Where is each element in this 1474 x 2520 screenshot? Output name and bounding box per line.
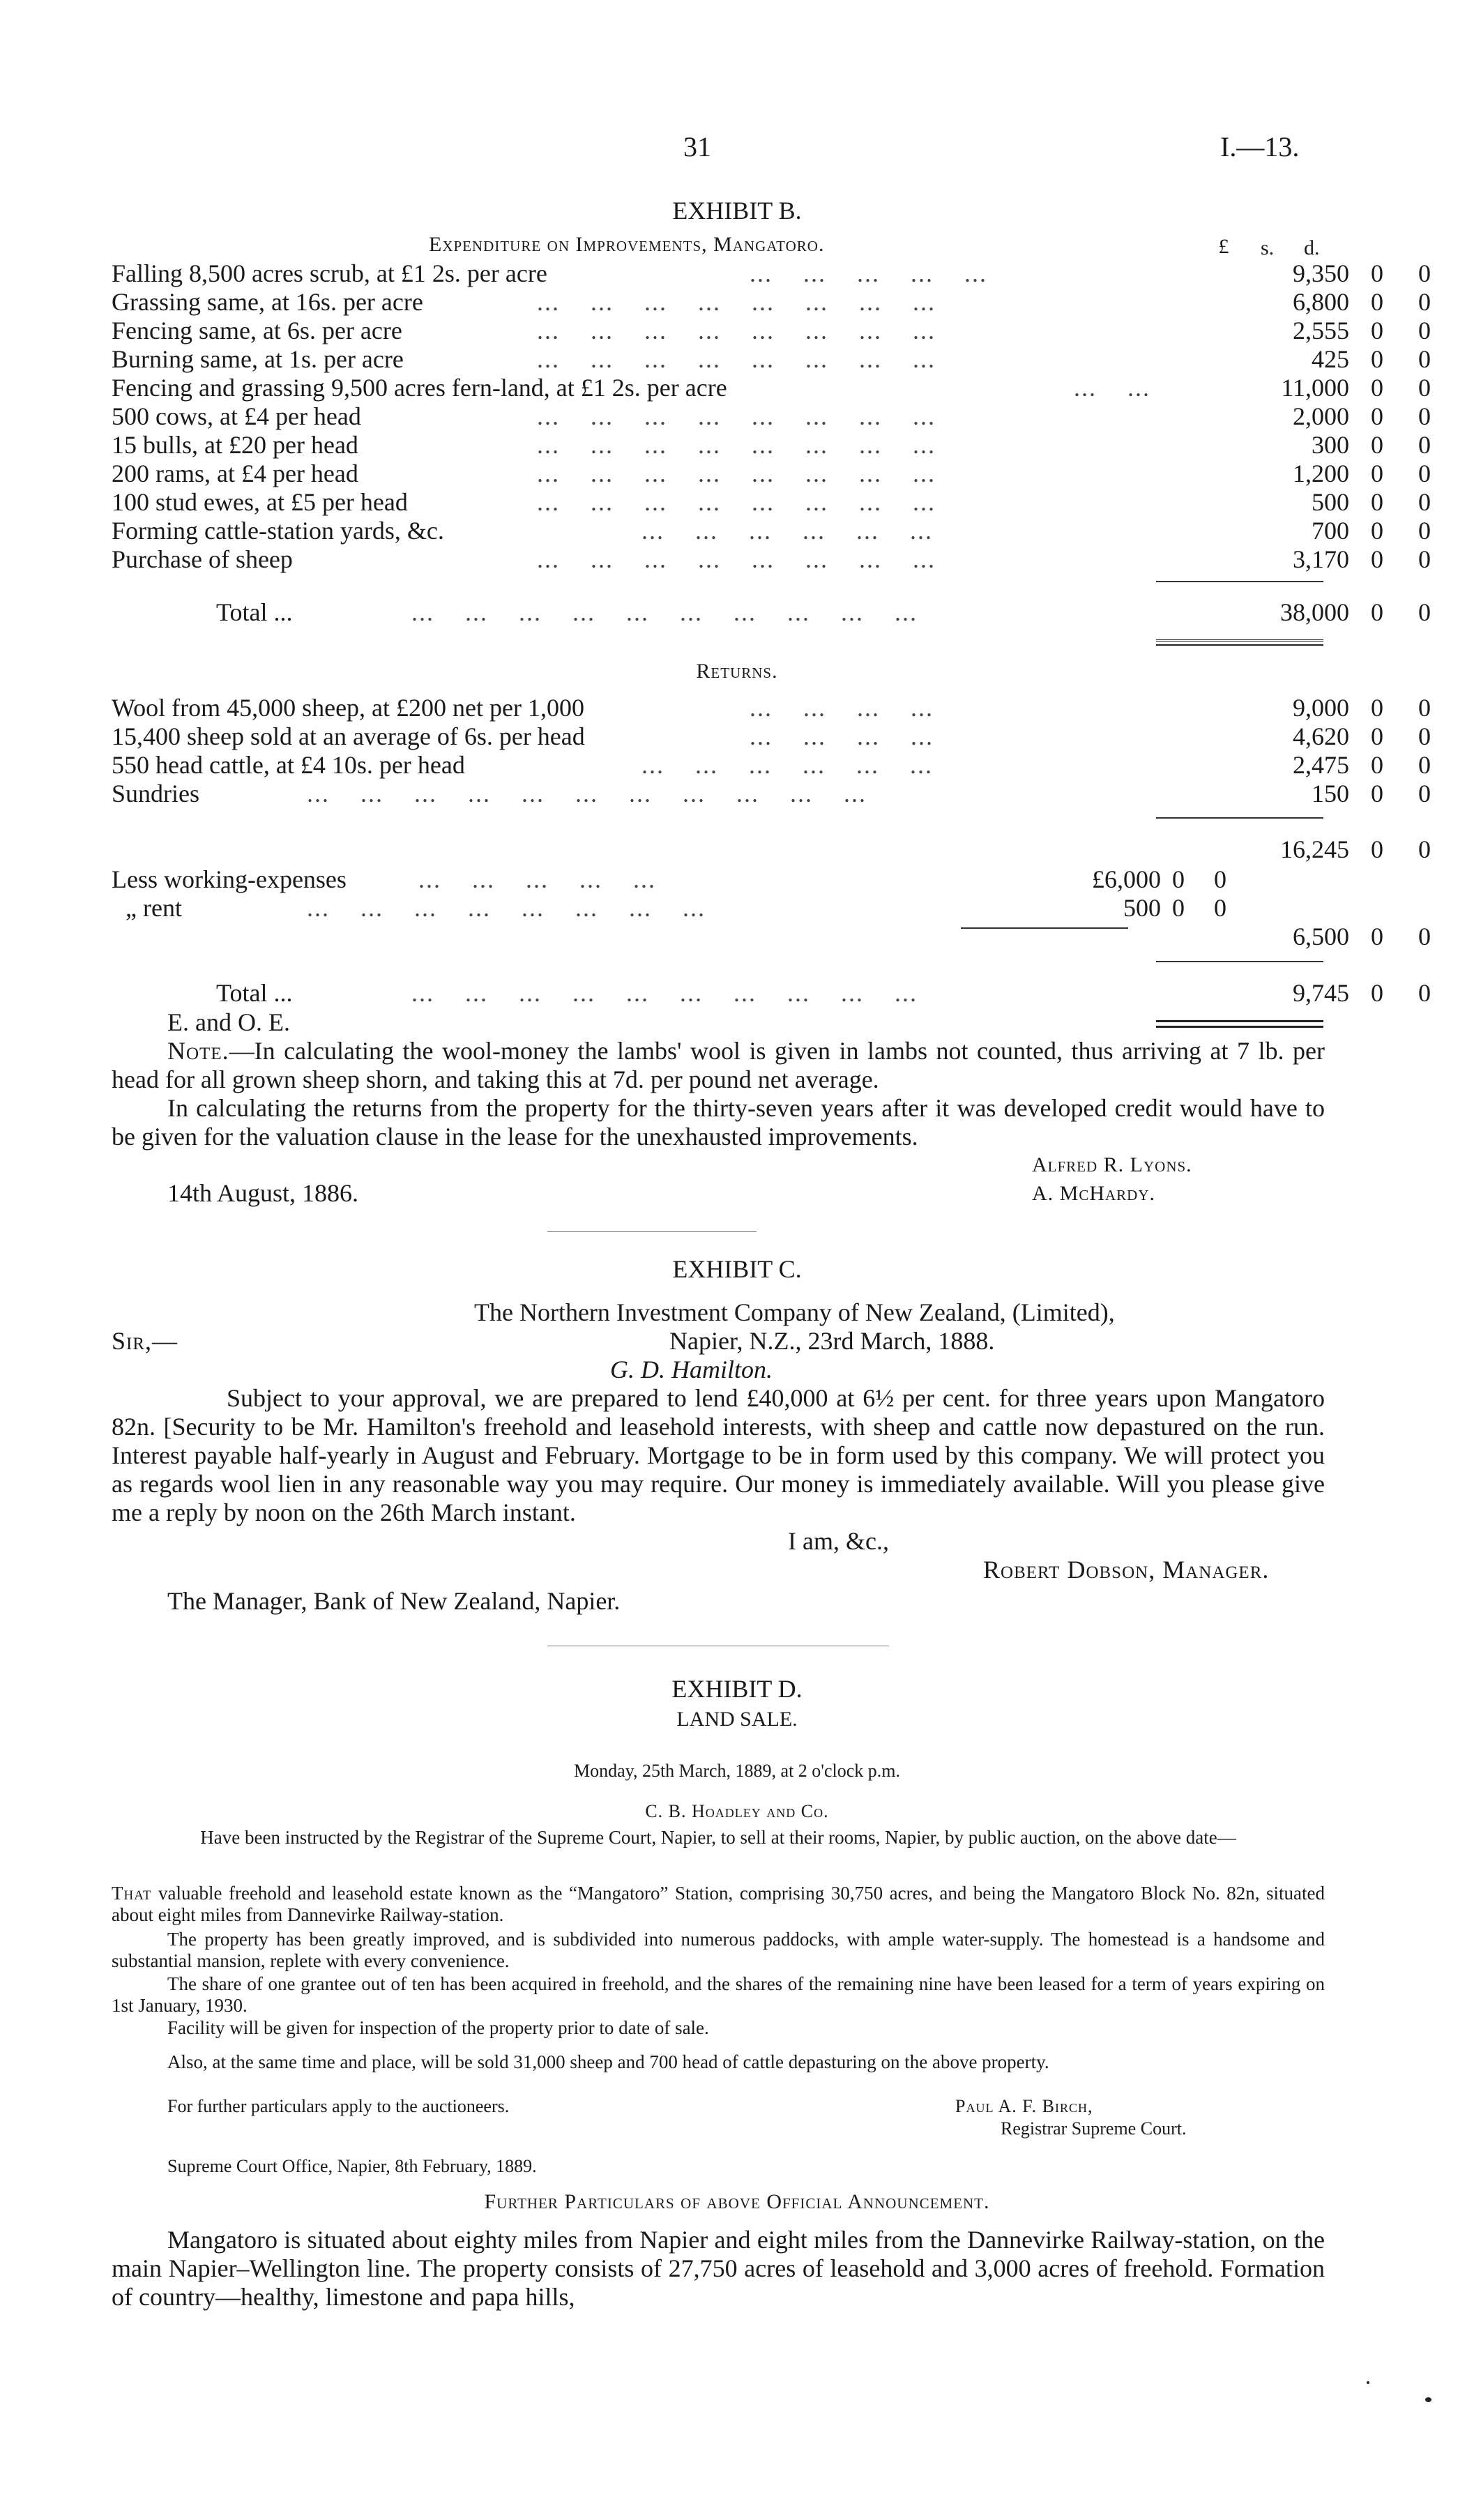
mangatoro-description: Mangatoro is situated about eighty miles from Napier and eight miles from the Dannevirke Railway-station, on the main Napier–Wellington line. The property consists of 27,750 acres of leasehold and 3,000 acres of freehold. Formation of country—healthy, limestone and papa hills, [112, 2226, 1325, 2311]
note-text: —In calculating the wool-money the lambs' wool is given in lambs not counted, thus arriving at 7 lb. per head for all grown sheep shorn, and taking this at 7d. per pound net average. [112, 1037, 1325, 1093]
registrar-title: Registrar Supreme Court. [1001, 2118, 1187, 2139]
auctioneer-name: C. B. Hoadley and Co. [645, 1801, 829, 1821]
sale-date-line: Monday, 25th March, 1889, at 2 o'clock p.m. [573, 1761, 901, 1781]
expenditure-row: 15 bulls, at £20 per head ... ... ... ... ... ... ... ... 300 0 0 [112, 431, 1431, 459]
returns-heading: Returns. [696, 660, 778, 683]
column-header-shillings: s. [1261, 236, 1275, 259]
ink-speck [1367, 2381, 1369, 2384]
note-paragraph [112, 1037, 1325, 1094]
company-name: The Northern Investment Company of New Zealand, (Limited), [474, 1298, 1115, 1326]
letter-body: Subject to your approval, we are prepared to lend £40,000 at 6½ per cent. for three years upon Mangatoro 82n. [Security to be Mr. Hamilton's freehold and leasehold interests, with sheep and cattle now depastured on the run. Interest payable half-yearly in August and February. Mortgage to be in form used by this company. We will protect you as regards wool lien in any reasonable way you may require. Our money is immediately available. Will you please give me a reply by noon on the 26th March instant. [112, 1384, 1325, 1526]
signatory-lyons: Alfred R. Lyons. [1032, 1153, 1192, 1176]
exhibit-b-title: EXHIBIT B. [672, 197, 802, 225]
estate-text: valuable freehold and leasehold estate known as the “Mangatoro” Station, comprising 30,750 acres, and being the Mangatoro Block No. 82n, situated about eight miles from Dannevirke Railway-station. [112, 1883, 1325, 1925]
addressee: G. D. Hamilton. [610, 1356, 773, 1383]
inspection-facility: Facility will be given for inspection of the property prior to date of sale. [167, 2017, 709, 2038]
expenditure-row: 100 stud ewes, at £5 per head ... ... ... ... ... ... ... ... 500 0 0 [112, 488, 1431, 516]
property-improvements: The property has been greatly improved, and is subdivided into numerous paddocks, with ample water-supply. The homestead is a handsome and substantial mansion, replete with every convenience. [112, 1929, 1325, 1971]
net-total-row: Total ... ... ... ... ... ... ... ... ... ... ... 9,745 0 0 [216, 979, 1431, 1007]
signatory-mchardy: A. McHardy. [1032, 1182, 1156, 1205]
returns-row: 550 head cattle, at £4 10s. per head ... ... ... ... ... ... 2,475 0 0 [112, 751, 1431, 779]
net-total-double-rule [1156, 1020, 1323, 1028]
expenditure-row: Falling 8,500 acres scrub, at £1 2s. per acre ... ... ... ... ... 9,350 0 0 [112, 259, 1431, 287]
exhibit-b-date: 14th August, 1886. [167, 1179, 359, 1207]
exhibit-b-subtitle: Expenditure on Improvements, Mangatoro. [429, 233, 825, 256]
letter-recipient: The Manager, Bank of New Zealand, Napier. [167, 1587, 621, 1615]
exhibit-c-title: EXHIBIT C. [672, 1255, 802, 1283]
document-reference: I.—13. [1220, 131, 1300, 162]
returns-row: Sundries ... ... ... ... ... ... ... ... ... ... ... 150 0 0 [112, 780, 1431, 807]
returns-subtotal-rule [1156, 817, 1323, 819]
supreme-court-office-date: Supreme Court Office, Napier, 8th February, 1889. [167, 2156, 537, 2176]
letter-signature: Robert Dobson, Manager. [983, 1556, 1270, 1584]
auction-instruction: Have been instructed by the Registrar of the Supreme Court, Napier, to sell at their rooms, Napier, by public auction, on the above date— [200, 1827, 1236, 1848]
expenditure-row: Grassing same, at 16s. per acre ... ... ... ... ... ... ... ... 6,800 0 0 [112, 288, 1431, 316]
further-particulars-heading: Further Particulars of above Official Announcement. [484, 2190, 990, 2213]
less-working-expenses-row: Less working-expenses ... ... ... ... ... £6,000 0 0 [112, 865, 1226, 893]
expenditure-row: 500 cows, at £4 per head ... ... ... ... ... ... ... ... 2,000 0 0 [112, 402, 1431, 430]
expenditure-row: Burning same, at 1s. per acre ... ... ... ... ... ... ... ... 425 0 0 [112, 345, 1431, 373]
less-total-row: 6,500 0 0 [1293, 923, 1431, 950]
salutation: Sir,— [112, 1327, 178, 1355]
returns-subtotal-row: 16,245 0 0 [1280, 835, 1431, 863]
net-subtotal-rule [1156, 961, 1323, 962]
that-word: That [112, 1883, 152, 1904]
registrar-name: Paul A. F. Birch, [955, 2096, 1093, 2116]
expenditure-row: Fencing same, at 6s. per acre ... ... ... ... ... ... ... ... 2,555 0 0 [112, 317, 1431, 344]
livestock-sale: Also, at the same time and place, will be sold 31,000 sheep and 700 head of cattle depasturing on the above property. [167, 2051, 1049, 2072]
expenditure-row: 200 rams, at £4 per head ... ... ... ... ... ... ... ... 1,200 0 0 [112, 460, 1431, 487]
expenditure-row: Purchase of sheep ... ... ... ... ... ... ... ... 3,170 0 0 [112, 545, 1431, 573]
expenditure-total-row: Total ... ... ... ... ... ... ... ... ... ... ... 38,000 0 0 [216, 598, 1431, 626]
land-sale-heading: LAND SALE. [676, 1708, 798, 1731]
further-particulars-apply: For further particulars apply to the auctioneers. [167, 2096, 510, 2116]
returns-row: 15,400 sheep sold at an average of 6s. per head ... ... ... ... 4,620 0 0 [112, 722, 1431, 750]
expenditure-row: Fencing and grassing 9,500 acres fern-land, at £1 2s. per acre ... ... 11,000 0 0 [112, 374, 1431, 402]
less-rent-row: „ rent ... ... ... ... ... ... ... ... 500 0 0 [126, 894, 1226, 922]
errors-omissions: E. and O. E. [167, 1008, 290, 1036]
grantee-share: The share of one grantee out of ten has been acquired in freehold, and the shares of the remaining nine have been leased for a term of years expiring on 1st January, 1930. [112, 1973, 1325, 2016]
note-label: Note. [167, 1037, 229, 1065]
total-double-rule [1156, 639, 1323, 646]
section-divider [547, 1231, 757, 1232]
letter-closing: I am, &c., [788, 1527, 889, 1555]
expenditure-row: Forming cattle-station yards, &c. ... ... ... ... ... ... 700 0 0 [112, 517, 1431, 545]
column-header-pounds: £ [1218, 235, 1229, 258]
note-paragraph-2: In calculating the returns from the property for the thirty-seven years after it was developed credit would have to be given for the valuation clause in the lease for the unexhausted improvements. [112, 1094, 1325, 1151]
page-number: 31 [683, 131, 711, 162]
exhibit-d-title: EXHIBIT D. [671, 1675, 803, 1703]
estate-description [112, 1883, 1325, 1926]
ink-speck [1425, 2397, 1431, 2402]
returns-row: Wool from 45,000 sheep, at £200 net per 1,000 ... ... ... ... 9,000 0 0 [112, 694, 1431, 722]
place-and-date: Napier, N.Z., 23rd March, 1888. [669, 1327, 995, 1355]
subtotal-rule [1156, 581, 1323, 582]
column-header-pence: d. [1304, 236, 1320, 259]
